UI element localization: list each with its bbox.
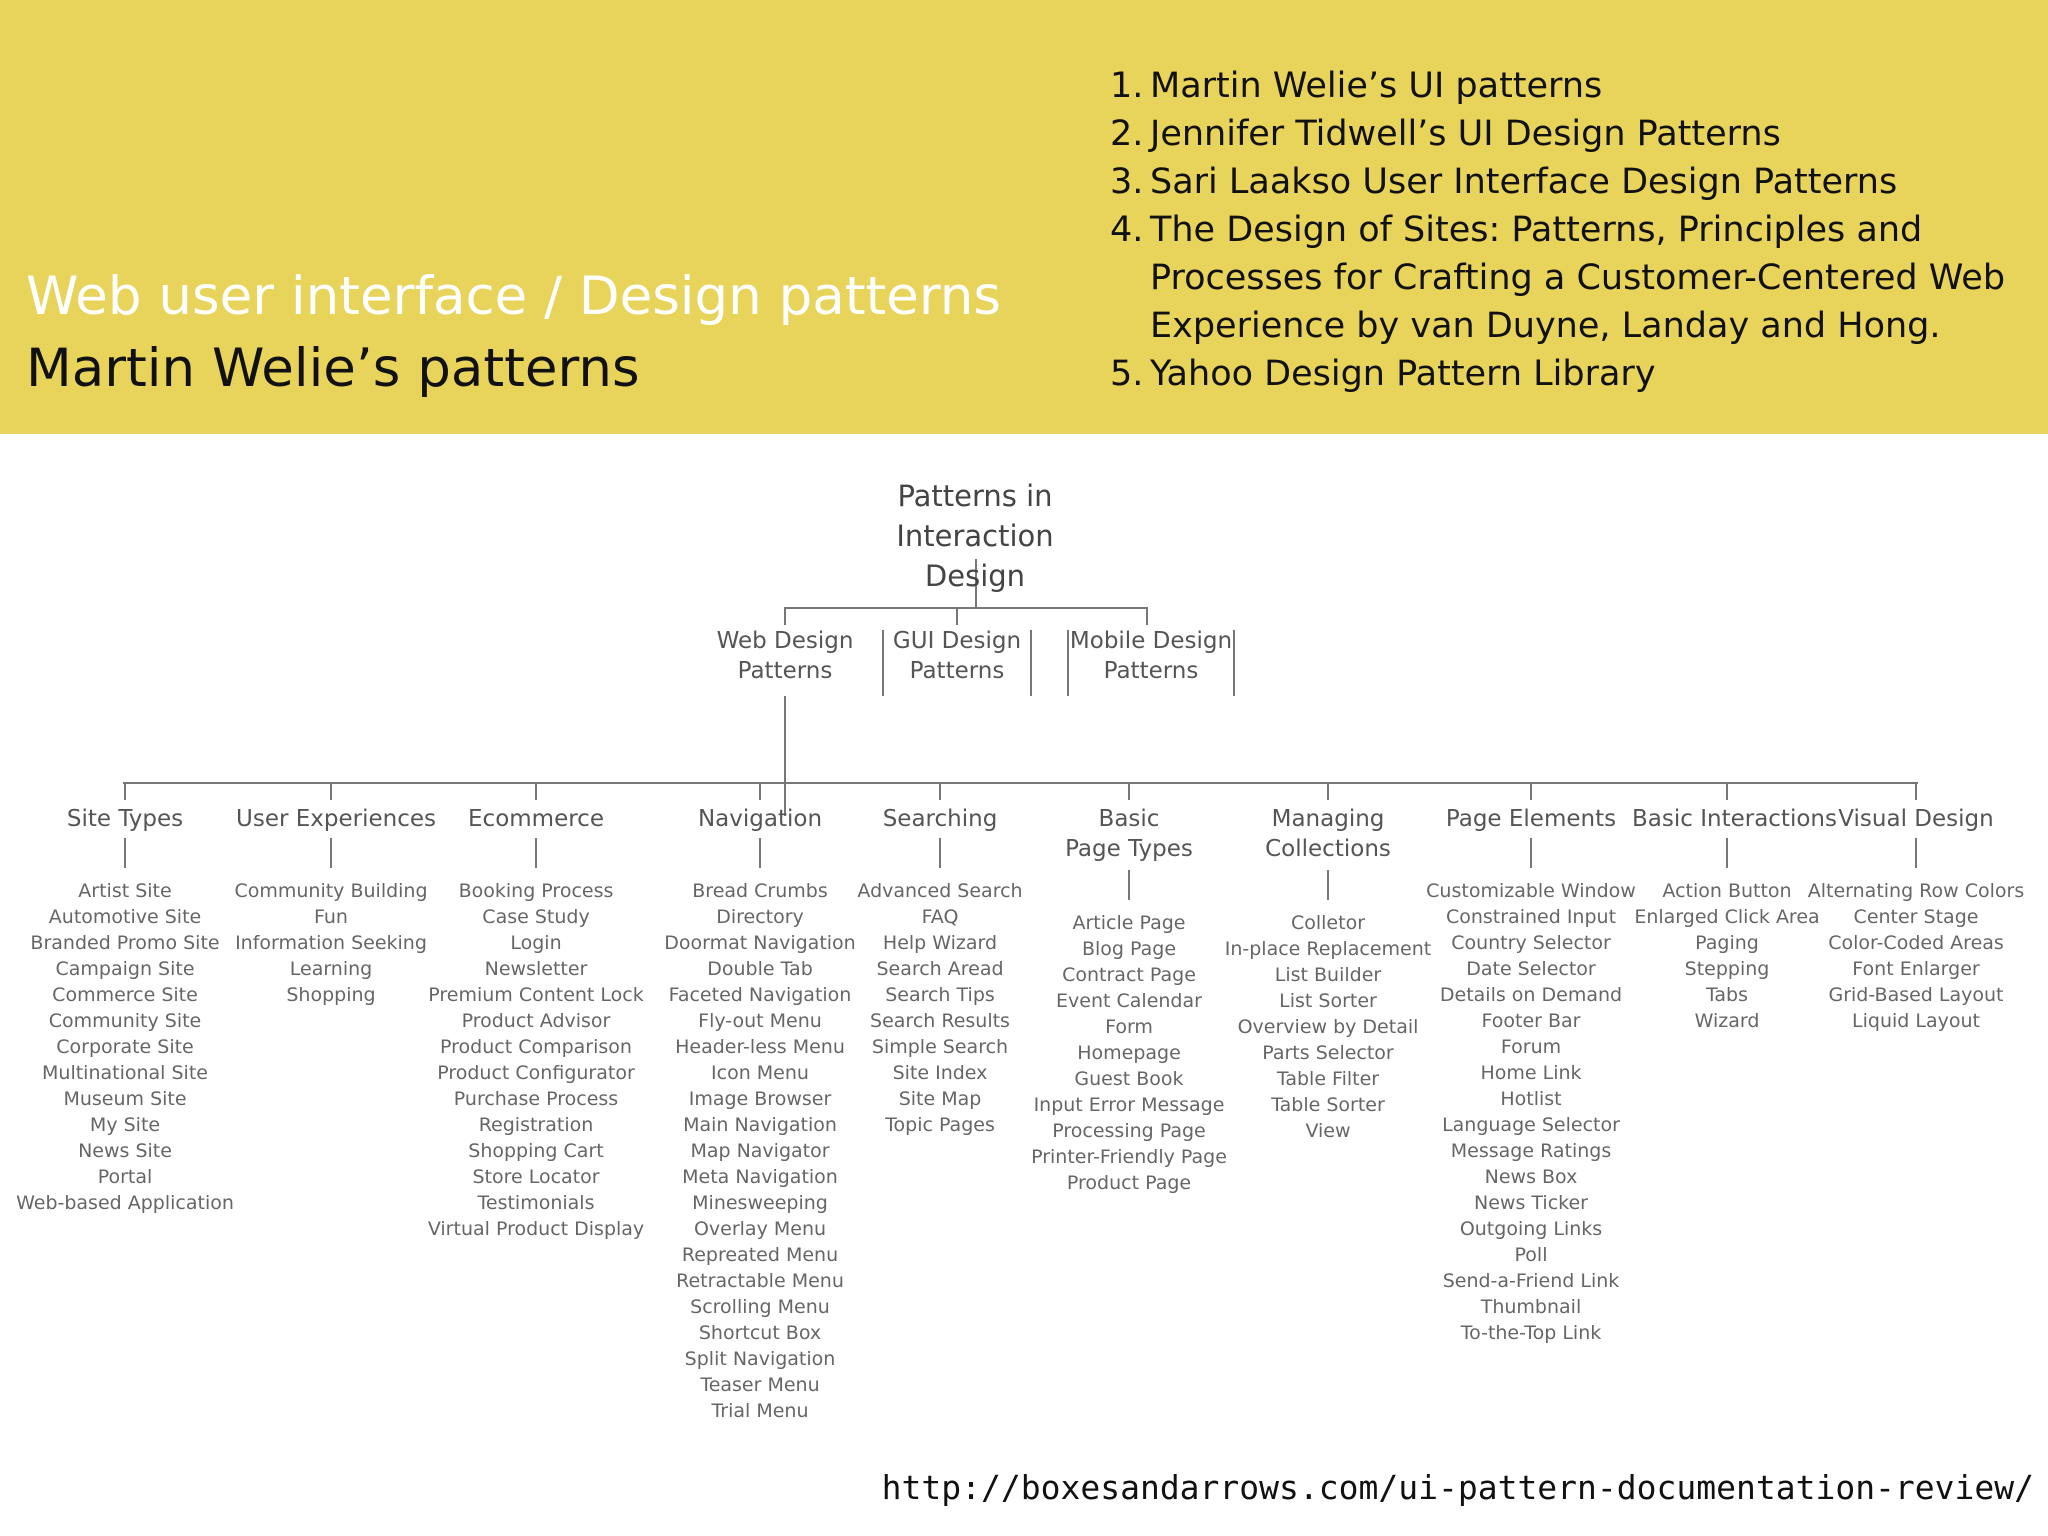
- pattern-item: Product Page: [1066, 1172, 1192, 1194]
- reference-item: 2. Jennifer Tidwell’s UI Design Patterns: [1110, 114, 1781, 154]
- pattern-item: Contract Page: [1062, 964, 1196, 986]
- pattern-item: List Builder: [1274, 964, 1382, 986]
- pattern-item: Main Navigation: [683, 1114, 837, 1136]
- pattern-item: Retractable Menu: [676, 1270, 844, 1292]
- pattern-item: Case Study: [482, 906, 590, 928]
- pattern-item: Thumbnail: [1480, 1296, 1582, 1318]
- pattern-item: Parts Selector: [1262, 1042, 1394, 1064]
- pattern-item: Map Navigator: [690, 1140, 830, 1162]
- pattern-item: Registration: [478, 1114, 594, 1136]
- pattern-item: Search Aread: [876, 958, 1004, 980]
- pattern-item: Directory: [716, 906, 804, 928]
- pattern-item: Store Locator: [472, 1166, 600, 1188]
- pattern-item: Teaser Menu: [700, 1374, 820, 1396]
- pattern-item: Premium Content Lock: [428, 984, 644, 1006]
- category-stem: [1726, 838, 1728, 868]
- pattern-item: News Box: [1484, 1166, 1578, 1188]
- level1-drop-gui: [956, 607, 958, 625]
- pattern-item: Campaign Site: [55, 958, 195, 980]
- category-heading-line: Collections: [1265, 836, 1391, 862]
- pattern-item: Article Page: [1072, 912, 1186, 934]
- category-heading-line: Page Types: [1065, 836, 1193, 862]
- pattern-item: Booking Process: [458, 880, 614, 902]
- reference-item: Processes for Crafting a Customer-Centered Web: [1150, 258, 2006, 298]
- category-heading: [665, 804, 855, 834]
- category-item-list: [1218, 910, 1438, 1144]
- pattern-item: Doormat Navigation: [664, 932, 856, 954]
- pattern-item: Automotive Site: [48, 906, 202, 928]
- category-stem: [535, 838, 537, 868]
- category-tick: [759, 782, 761, 800]
- pattern-item: View: [1305, 1120, 1351, 1142]
- pattern-item: Liquid Layout: [1852, 1010, 1980, 1032]
- pattern-item: Product Configurator: [437, 1062, 635, 1084]
- pattern-item: Split Navigation: [684, 1348, 836, 1370]
- pattern-item: Header-less Menu: [675, 1036, 845, 1058]
- category-tick: [1915, 782, 1917, 800]
- pattern-item: My Site: [89, 1114, 161, 1136]
- pattern-item: Shopping: [286, 984, 376, 1006]
- category-tick: [124, 782, 126, 800]
- category-stem: [1128, 870, 1130, 900]
- pattern-item: Stepping: [1684, 958, 1770, 980]
- category-heading: [236, 804, 436, 834]
- category-item-list: [830, 878, 1050, 1138]
- pattern-item: Login: [510, 932, 562, 954]
- pattern-item: Search Tips: [885, 984, 995, 1006]
- pattern-item: Newsletter: [484, 958, 588, 980]
- pattern-item: Tabs: [1705, 984, 1749, 1006]
- pattern-item: Community Building: [234, 880, 428, 902]
- category-item-list: [221, 878, 441, 1008]
- pattern-item: Enlarged Click Area: [1634, 906, 1820, 928]
- pattern-item: Museum Site: [63, 1088, 187, 1110]
- pattern-item: Virtual Product Display: [427, 1218, 645, 1240]
- pattern-item: Bread Crumbs: [692, 880, 828, 902]
- category-tick: [1128, 782, 1130, 800]
- pattern-item: Hotlist: [1500, 1088, 1562, 1110]
- pattern-item: Color-Coded Areas: [1828, 932, 2004, 954]
- pattern-item: In-place Replacement: [1224, 938, 1432, 960]
- pattern-item: Overlay Menu: [693, 1218, 827, 1240]
- category-tick: [1530, 782, 1532, 800]
- pattern-item: Fly-out Menu: [698, 1010, 822, 1032]
- pattern-item: Center Stage: [1853, 906, 1979, 928]
- pattern-item: Site Map: [898, 1088, 982, 1110]
- category-heading-line: Visual Design: [1838, 806, 1994, 832]
- pattern-item: Simple Search: [871, 1036, 1009, 1058]
- pattern-item: News Ticker: [1474, 1192, 1588, 1214]
- pattern-item: Outgoing Links: [1459, 1218, 1603, 1240]
- pattern-item: Event Calendar: [1056, 990, 1202, 1012]
- pattern-item: Learning: [289, 958, 373, 980]
- pattern-item: Home Link: [1480, 1062, 1582, 1084]
- source-url: http://boxesandarrows.com/ui-pattern-documentation-review/: [881, 1468, 2034, 1507]
- pattern-item: Purchase Process: [453, 1088, 619, 1110]
- reference-item: 3. Sari Laakso User Interface Design Patterns: [1110, 162, 1898, 202]
- pattern-item: Web-based Application: [16, 1192, 234, 1214]
- pattern-item: Information Seeking: [235, 932, 427, 954]
- category-tick: [535, 782, 537, 800]
- pattern-item: Date Selector: [1466, 958, 1596, 980]
- pattern-item: Alternating Row Colors: [1807, 880, 2025, 902]
- category-heading: [1233, 804, 1423, 864]
- web-design-patterns-node: Web Design Patterns: [716, 628, 854, 684]
- pattern-item: Font Enlarger: [1852, 958, 1980, 980]
- category-heading-line: Site Types: [66, 806, 184, 832]
- header-banner: [0, 0, 2048, 434]
- category-item-list: [1421, 878, 1641, 1346]
- pattern-item: To-the-Top Link: [1460, 1322, 1602, 1344]
- pattern-item: Product Comparison: [440, 1036, 632, 1058]
- mobile-design-patterns-node: Mobile Design Patterns: [1069, 628, 1233, 684]
- pattern-item: Faceted Navigation: [668, 984, 852, 1006]
- pattern-item: Form: [1105, 1016, 1153, 1038]
- pattern-item: Meta Navigation: [682, 1166, 838, 1188]
- pattern-item: Constrained Input: [1445, 906, 1617, 928]
- category-tick: [1726, 782, 1728, 800]
- category-stem: [759, 838, 761, 868]
- pattern-item: Paging: [1695, 932, 1759, 954]
- pattern-item: News Site: [78, 1140, 172, 1162]
- pattern-item: Trial Menu: [711, 1400, 809, 1422]
- categories-bar: [123, 782, 1918, 784]
- pattern-item: Site Index: [892, 1062, 988, 1084]
- category-stem: [124, 838, 126, 868]
- pattern-item: Branded Promo Site: [30, 932, 220, 954]
- category-heading-line: User Experiences: [236, 806, 436, 832]
- pattern-item: Blog Page: [1081, 938, 1177, 960]
- category-stem: [330, 838, 332, 868]
- pattern-item: Corporate Site: [56, 1036, 194, 1058]
- category-heading: [1034, 804, 1224, 864]
- root-node: Patterns in Interaction Design: [896, 479, 1054, 593]
- pattern-item: Advanced Search: [857, 880, 1023, 902]
- pattern-item: Product Advisor: [461, 1010, 611, 1032]
- pattern-item: Customizable Window: [1426, 880, 1636, 902]
- pattern-item: Table Sorter: [1271, 1094, 1385, 1116]
- pattern-item: Search Results: [870, 1010, 1010, 1032]
- gui-design-patterns-node: GUI Design Patterns: [892, 628, 1022, 684]
- category-heading-line: Searching: [882, 806, 998, 832]
- page-subtitle: Web user interface / Design patterns: [26, 266, 1001, 327]
- pattern-item: Help Wizard: [882, 932, 998, 954]
- pattern-item: Input Error Message: [1033, 1094, 1225, 1116]
- category-heading-line: Basic Interactions: [1632, 806, 1837, 832]
- category-heading-line: Ecommerce: [468, 806, 604, 832]
- category-tick: [330, 782, 332, 800]
- pattern-item: Topic Pages: [885, 1114, 995, 1136]
- pattern-item: Details on Demand: [1439, 984, 1623, 1006]
- pattern-item: Forum: [1500, 1036, 1562, 1058]
- pattern-item: Send-a-Friend Link: [1442, 1270, 1620, 1292]
- level1-bar: [784, 607, 1148, 609]
- pattern-item: Overview by Detail: [1237, 1016, 1419, 1038]
- pattern-item: Message Ratings: [1450, 1140, 1612, 1162]
- category-heading: [1632, 804, 1837, 834]
- pattern-item: Commerce Site: [52, 984, 198, 1006]
- reference-item: Experience by van Duyne, Landay and Hong.: [1150, 306, 1941, 346]
- pattern-item: Minesweeping: [692, 1192, 828, 1214]
- category-heading-line: Managing: [1271, 806, 1385, 832]
- category-item-list: [1617, 878, 1837, 1034]
- category-item-list: [15, 878, 235, 1216]
- page-title: Martin Welie’s patterns: [26, 338, 640, 399]
- pattern-item: Printer-Friendly Page: [1031, 1146, 1227, 1168]
- pattern-item: Testimonials: [477, 1192, 595, 1214]
- web-design-connector: [784, 696, 786, 816]
- pattern-item: Multinational Site: [42, 1062, 208, 1084]
- pattern-item: Table Filter: [1276, 1068, 1380, 1090]
- category-heading: [845, 804, 1035, 834]
- category-heading: [1436, 804, 1626, 834]
- reference-list: [1110, 62, 2005, 398]
- level1-drop-mobile: [1146, 607, 1148, 625]
- category-heading: [1821, 804, 2011, 834]
- level1-drop-web: [784, 607, 786, 625]
- category-stem: [1327, 870, 1329, 900]
- pattern-item: Repreated Menu: [681, 1244, 839, 1266]
- pattern-item: FAQ: [921, 906, 959, 928]
- pattern-item: Community Site: [48, 1010, 202, 1032]
- category-heading: [30, 804, 220, 834]
- category-heading: [441, 804, 631, 834]
- pattern-item: Footer Bar: [1481, 1010, 1581, 1032]
- pattern-item: Portal: [97, 1166, 153, 1188]
- category-stem: [1915, 838, 1917, 868]
- pattern-item: Language Selector: [1442, 1114, 1620, 1136]
- reference-item: 1. Martin Welie’s UI patterns: [1110, 66, 1603, 106]
- category-tick: [1327, 782, 1329, 800]
- pattern-item: Artist Site: [78, 880, 172, 902]
- reference-item: 5. Yahoo Design Pattern Library: [1110, 354, 1656, 394]
- category-heading-line: Basic: [1098, 806, 1160, 832]
- reference-item: 4. The Design of Sites: Patterns, Principles and: [1110, 210, 1923, 250]
- category-tick: [939, 782, 941, 800]
- category-stem: [1530, 838, 1532, 868]
- pattern-item: Wizard: [1694, 1010, 1760, 1032]
- pattern-item: Action Button: [1662, 880, 1792, 902]
- pattern-item: Fun: [314, 906, 348, 928]
- pattern-item: Homepage: [1077, 1042, 1181, 1064]
- pattern-item: Guest Book: [1074, 1068, 1184, 1090]
- category-heading-line: Page Elements: [1445, 806, 1617, 832]
- pattern-tree-diagram: [0, 434, 2048, 1434]
- category-heading-line: Navigation: [697, 806, 823, 832]
- category-stem: [939, 838, 941, 868]
- pattern-item: Shortcut Box: [698, 1322, 822, 1344]
- pattern-item: List Sorter: [1279, 990, 1377, 1012]
- pattern-item: Double Tab: [707, 958, 813, 980]
- pattern-item: Scrolling Menu: [690, 1296, 830, 1318]
- pattern-item: Shopping Cart: [468, 1140, 604, 1162]
- pattern-item: Icon Menu: [711, 1062, 809, 1084]
- category-item-list: [1806, 878, 2026, 1034]
- category-item-list: [426, 878, 646, 1242]
- pattern-item: Poll: [1514, 1244, 1548, 1266]
- pattern-item: Image Browser: [688, 1088, 832, 1110]
- pattern-item: Grid-Based Layout: [1828, 984, 2004, 1006]
- pattern-item: Colletor: [1290, 912, 1366, 934]
- category-item-list: [1019, 910, 1239, 1196]
- pattern-item: Processing Page: [1052, 1120, 1206, 1142]
- pattern-item: Country Selector: [1451, 932, 1611, 954]
